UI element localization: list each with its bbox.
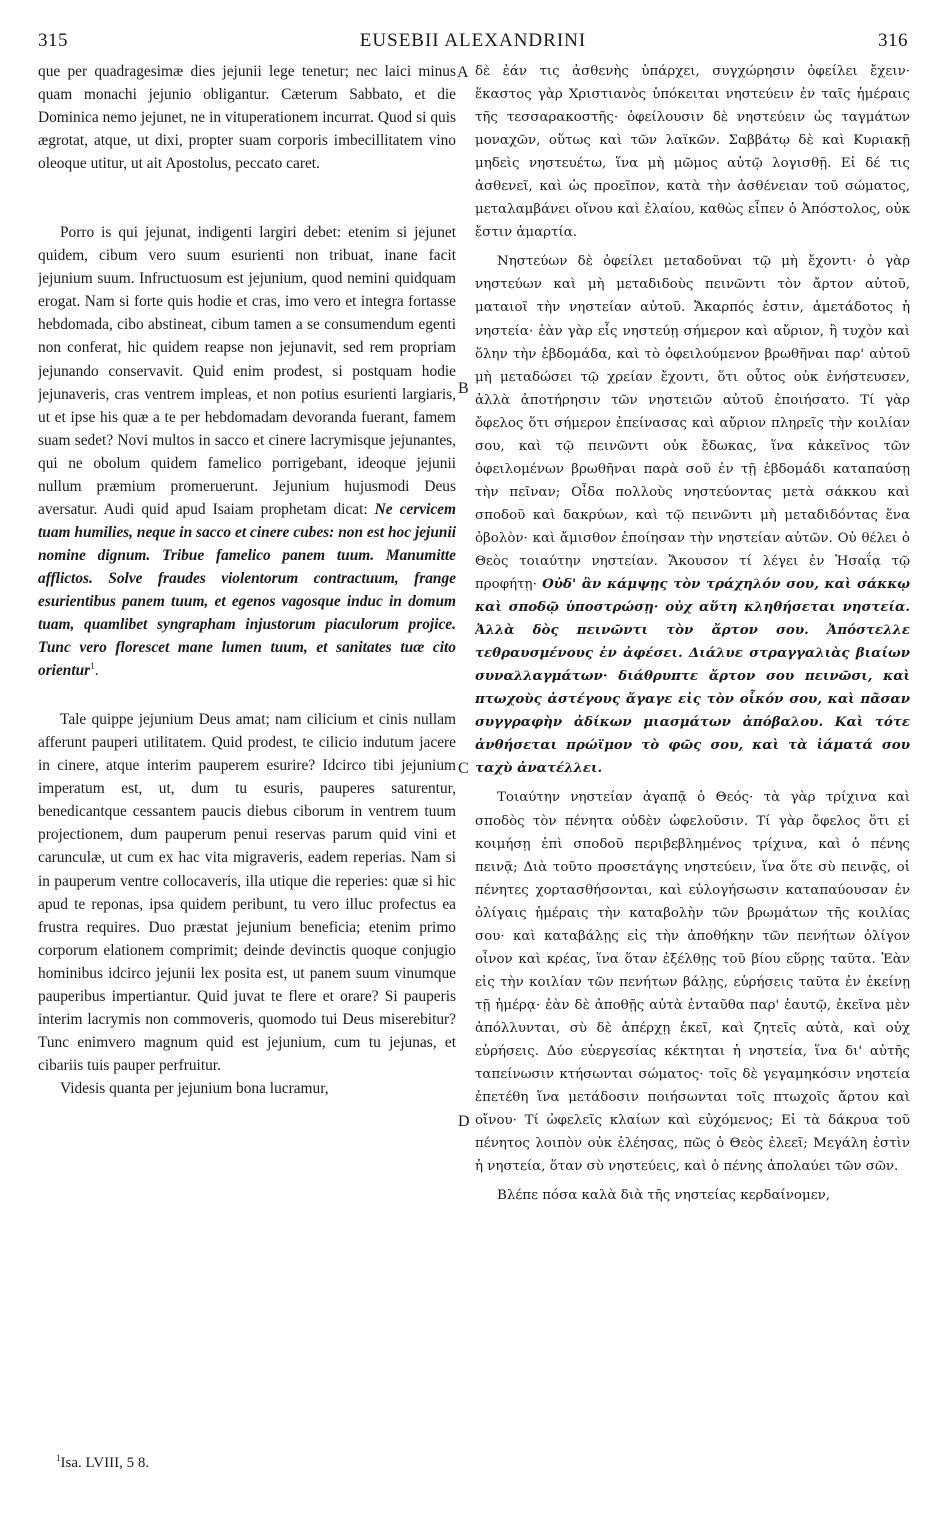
latin-paragraph-3: Tale quippe jejunium Deus amat; nam cilicium et cinis nullam afferunt pauperi utilitatem. Quid prodest, te cilicio indutum jacere in cinere, atque interim pauperem esurire? Idcirco tibi jejunium imperatum est, ut, dum tu esuris, pauperes saturentur, benedicantque cessantem paucis diebus ciborum in ventrem tuum projectionem, dum pauperum penui reservas parum quid vini et carunculæ, ut cum ex hac vita migraveris, eadem reperias. Nam si in pauperum ventre collocaveris, illa utique die reperies: quæ si hic apud te reponas, ipsa quidem peribunt, tu vero illuc profectus ea frustra requires. Duo præstat jejunium beneficia; etenim primo corporum elationem comprimit; deinde devinctis quoque conjugio hominibus idcirco jejunii lex posita est, ut panem suum vinumque pauperibus impertiantur. Quid juvat te flere et orare? Si pauperis interim lacrymis non commoveris, quomodo tui Deus miserebitur? Tunc enimvero magnum quid est jejunium, cum tu jejunas, et cibariis tuis pauper perfruitur.: [38, 711, 456, 1074]
margin-marker-d: D: [458, 1113, 470, 1130]
greek-paragraph-4: Βλέπε πόσα καλὰ διὰ τῆς νηστείας κερδαίνομεν,: [497, 1188, 831, 1204]
footnote-number: 1: [56, 1453, 61, 1463]
footnote-text: Isa. LVIII, 5 8.: [60, 1455, 150, 1471]
latin-paragraph-2-text: Porro is qui jejunat, indigenti largiri debet: etenim si jejunet quidem, cibum vero suum esurienti non tribuat, inane facit jejunium suum. Infructuosum est jejunium, quod nemini quidquam erogat. Nam si forte quis hodie et cras, imo vero et integra fortasse hebdomada, cibo abstineat, cibum tamen a se consumendum egenti non conferat, hic quidem reapse non jejunavit, sed rem propriam jejunando conservavit. Quid enim prodest, si postquam hodie jejunaveris, cras ventrem impleas, et non potius esurienti largiaris, ut et ipse his quæ a te per hebdomadam devoranda fuerant, famem suam sedet? Novi multos in sacco et cinere lacrymisque jejunantes, qui ne obolum quidem famelico porrigebant, ideoque jejunii nullum præmium promeruerunt. Jejunium hujusmodi Deus aversatur. Audi quid apud Isaiam prophetam dicat:: [38, 224, 456, 518]
latin-paragraph-2: [38, 221, 456, 682]
latin-paragraph-4: Videsis quanta per jejunium bona lucramur,: [60, 1079, 329, 1097]
latin-paragraph-1: que per quadragesimæ dies jejunii lege tenetur; nec laici minus quam monachi jejunio obligantur. Cæterum Sabbato, et die Dominica nemo jejunet, ne in vituperationem incurrat. Quod si quis ægrotat, atque, ut dixi, propter suam corporis imbecillitatem vino oleoque utitur, ut ait Apostolus, peccato caret.: [38, 63, 456, 173]
running-title: EUSEBII ALEXANDRINI: [359, 30, 587, 51]
latin-paragraph-2-end: .: [94, 662, 99, 680]
greek-paragraph-1: δὲ ἐάν τις ἀσθενὴς ὑπάρχει, συγχώρησιν ὀφείλει ἔχειν· ἕκαστος γὰρ Χριστιανὸς ὑπόκειται νηστεύειν ἐν ταῖς ἡμέραις τῆς τεσσαρακοστῆς· ὀφείλουσιν δὲ νηστεύειν ὡς ταγμάτων μοναχῶν, οὕτως καὶ τῶν λαϊκῶν. Σαββάτῳ δὲ καὶ Κυριακῇ μηδεὶς νηστευέτω, ἵνα μὴ μῶμος αὐτῷ λογισθῇ. Εἰ δέ τις ἀσθενεῖ, καὶ ὡς προεῖπον, κατὰ τὴν ἀσθένειαν τοῦ σώματος, μεταλαμβάνει οἴνου καὶ ἐλαίου, καθὼς εἶπεν ὁ Ἀπόστολος, οὐκ ἔστιν ἁμαρτία.: [475, 64, 910, 241]
greek-column: [475, 60, 910, 1450]
page-number-right: 316: [878, 30, 908, 51]
margin-marker-a: A: [457, 64, 469, 81]
latin-column: [38, 60, 456, 1450]
latin-scripture-quote: Ne cervicem tuam humilies, neque in sacco et cinere cubes: non est hoc jejunii nomine dignum. Tribue famelico panem tuum. Manumitte afflictos. Solve fraudes violentorum contractuum, frange esurientibus panem tuum, et egenos vagosque induc in domum tuam, quamlibet syngrapham injustorum piaculorum projice. Tunc vero florescet mane lumen tuum, et sanitates tuæ cito orientur: [38, 500, 456, 680]
margin-marker-c: C: [458, 760, 469, 777]
page-number-left: 315: [38, 30, 68, 51]
greek-paragraph-2: [475, 250, 910, 780]
footnote-reference: 1: [90, 661, 95, 671]
running-header: [38, 30, 908, 56]
greek-paragraph-2-text: Νηστεύων δὲ ὀφείλει μεταδοῦναι τῷ μὴ ἔχοντι· ὁ γὰρ νηστεύων καὶ μὴ μεταδιδοὺς πεινῶντι τὸν ἄρτον αὐτοῦ, ματαιοῖ τὴν νηστείαν αὐτοῦ. Ἄκαρπός ἐστιν, ἀμετάδοτος ἡ νηστεία· ἐὰν γὰρ εἷς νηστεύῃ σήμερον καὶ αὔριον, ἢ τυχὸν καὶ ὅλην τὴν ἑβδομάδα, καὶ τὸ ὀφειλούμενον βρωθῆναι παρ' αὐτοῦ μὴ μεταδώσει τῷ χρείαν ἔχοντι, ὅτι οὗτος οὐκ ἐνήστευσεν, ἀλλὰ ἀποτήρησιν τῶν νηστειῶν αὐτοῦ ἐποιήσατο. Τί γὰρ ὄφελος ὅτι σήμερον ἐπείνασας καὶ αὔριον πληρεῖς τὴν κοιλίαν σου, καὶ τῷ πεινῶντι οὐκ ἔδωκας, ἵνα κἀκεῖνος τῶν ὀφειλομένων βρωθῆναι παρὰ σοῦ ἐν τῇ ἑβδομάδι καταπαύσῃ τὴν πεῖναν; Οἶδα πολλοὺς νηστεύοντας μετὰ σάκκου καὶ σποδοῦ καὶ δακρύων, καὶ τῷ πεινῶντι μὴ μεταδιδόντας ἕνα ὀβολὸν· καὶ ἄμισθον ἐποίησαν τὴν νηστείαν αὐτῶν. Οὐ θέλει ὁ Θεὸς τοιαύτην νηστείαν. Ἄκουσον τί λέγει ἐν Ἡσαΐᾳ τῷ προφήτῃ·: [475, 254, 910, 593]
greek-scripture-quote: Οὐδ' ἂν κάμψῃς τὸν τράχηλόν σου, καὶ σάκκῳ καὶ σποδῷ ὑποστρώσῃ· οὐχ αὕτη κληθήσεται νηστεία. Ἀλλὰ δὸς πεινῶντι τὸν ἄρτον σου. Ἀπόστελλε τεθραυσμένους ἐν ἀφέσει. Διάλυε στραγγαλιὰς βιαίων συναλλαγμάτων· διάθρυπτε ἄρτον σου πεινῶσι, καὶ πτωχοὺς ἀστέγους ἄγαγε εἰς τὸν οἶκόν σου, καὶ πᾶσαν συγγραφὴν ἀδίκων μιασμάτων ἀπόβαλου. Καὶ τότε ἀνθήσεται πρώϊμον τὸ φῶς σου, καὶ τὰ ἰάματά σου ταχὺ ἀνατέλλει.: [475, 576, 910, 777]
greek-paragraph-3: Τοιαύτην νηστείαν ἀγαπᾷ ὁ Θεός· τὰ γὰρ τρίχινα καὶ σποδὸς τὸν πένητα οὐδὲν ὠφελοῦσιν. Τί γὰρ ὄφελος ὅτι εἰ κοιμήσῃ ἐπὶ σποδοῦ περιβεβλημένος τρίχινα, καὶ ὁ πένης πεινᾷ; Διὰ τοῦτο προσετάγης νηστεύειν, ἵνα ὅτε σὺ πεινᾷς, οἱ πένητες χορτασθήσονται, καὶ εὐλογήσωσιν καταπαύουσαν ἐν ὀλίγαις ἡμέραις τὴν καταβολὴν τῶν βρωμάτων τῆς κοιλίας σου· καὶ καταβάλῃς εἰς τὴν ἀποθήκην τῶν πενήτων ὀλίγον οἶνον καὶ κρέας, ἵνα ὅταν ἐξέλθῃς τοῦ βίου εὕρῃς ταῦτα. Ἐὰν εἰς τὴν κοιλίαν τῶν πενήτων βάλῃς, εὑρήσεις ταῦτα ἐν ἐκείνῃ τῇ ἡμέρᾳ· ἐὰν δὲ ἀποθῇς αὐτὰ ἐνταῦθα παρ' ἑαυτῷ, ἐκεῖνα μὲν ἀπόλλυνται, σὺ δὲ ἀπέρχῃ ἐκεῖ, καὶ ζητεῖς αὐτὰ, καὶ οὐχ εὑρήσεις. Δύο εὐεργεσίας κέκτηται ἡ νηστεία, ἵνα δι' αὐτῆς ταπείνωσιν κτήσωνται σώματος· τοῖς δὲ γεγαμηκόσιν νηστεία ἐπετέθη ἵνα μετάδοσιν ποιήσωνται τοῖς πτωχοῖς ἄρτου καὶ οἴνου· Τί ὠφελεῖς κλαίων καὶ εὐχόμενος; Εἰ τὰ δάκρυα τοῦ πένητος λοιπὸν οὐκ ἐλέησας, πῶς ὁ Θεὸς ἐλεεῖ; Μεγάλη ἐστὶν ἡ νηστεία, ὅταν σὺ νηστεύεις, καὶ ὁ πένης ἀπολαύει τῶν σῶν.: [475, 790, 910, 1175]
margin-marker-b: B: [458, 380, 469, 397]
footnote: [56, 1455, 149, 1472]
